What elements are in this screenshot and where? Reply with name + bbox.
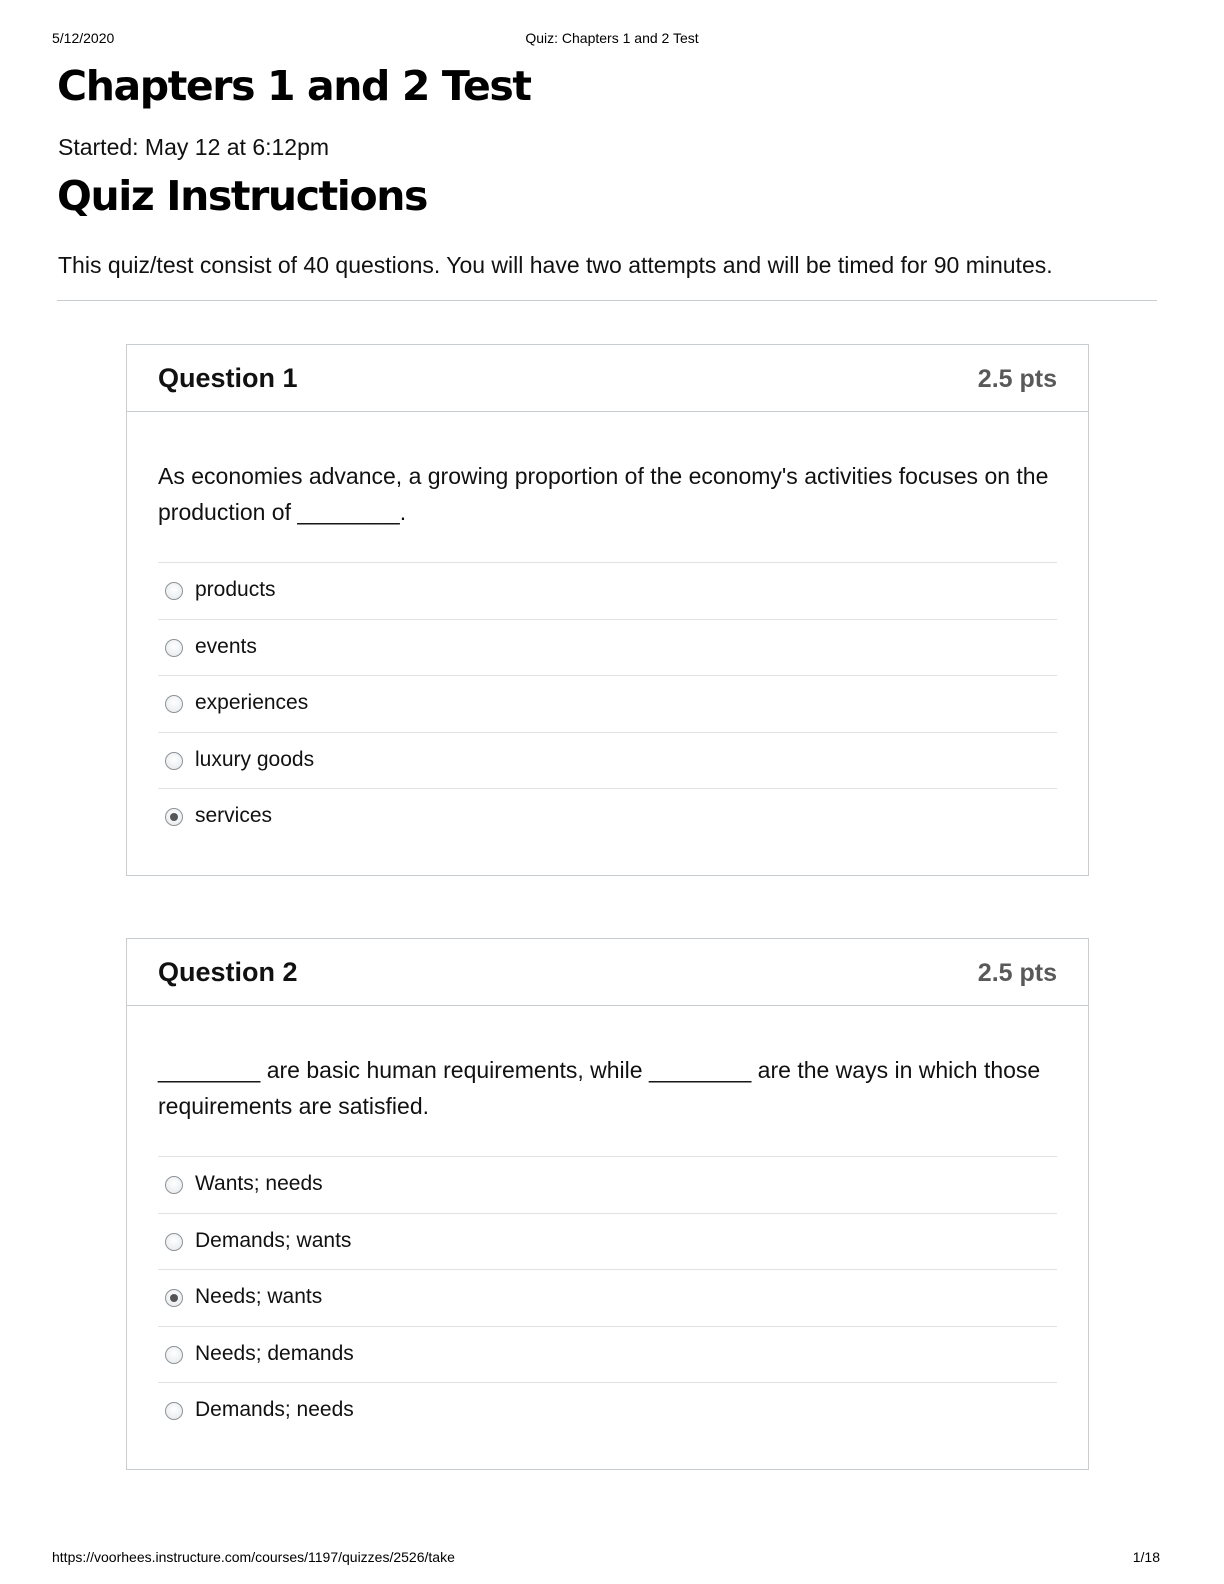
radio-button[interactable] bbox=[165, 1402, 183, 1420]
radio-button[interactable] bbox=[165, 752, 183, 770]
answer-label[interactable]: products bbox=[195, 578, 276, 601]
page-url: https://voorhees.instructure.com/courses/1197/quizzes/2526/take bbox=[52, 1549, 455, 1565]
print-date: 5/12/2020 bbox=[52, 30, 115, 46]
radio-button[interactable] bbox=[165, 1176, 183, 1194]
divider bbox=[57, 300, 1157, 301]
question-text: As economies advance, a growing proportion of the economy's activities focuses on the production of ________. bbox=[158, 463, 1049, 525]
answer-option[interactable] bbox=[158, 676, 1057, 733]
answer-label[interactable]: luxury goods bbox=[195, 747, 315, 771]
question-body bbox=[127, 412, 1088, 846]
print-title: Quiz: Chapters 1 and 2 Test bbox=[525, 30, 699, 46]
answer-label[interactable]: Wants; needs bbox=[195, 1172, 323, 1195]
answer-option[interactable] bbox=[158, 563, 1057, 620]
answer-option[interactable] bbox=[158, 733, 1057, 790]
question-text: ________ are basic human requirements, while ________ are the ways in which those requirements are satisfied. bbox=[158, 1057, 1041, 1119]
started-time: Started: May 12 at 6:12pm bbox=[58, 134, 330, 160]
radio-button[interactable] bbox=[165, 1346, 183, 1364]
print-header bbox=[52, 30, 1172, 48]
question-body bbox=[127, 1006, 1088, 1440]
radio-button[interactable] bbox=[165, 639, 183, 657]
answer-option[interactable] bbox=[158, 1270, 1057, 1327]
question-points: 2.5 pts bbox=[977, 365, 1057, 393]
answer-label[interactable]: Needs; wants bbox=[195, 1285, 323, 1308]
question-card-1 bbox=[126, 344, 1089, 876]
answer-label[interactable]: Needs; demands bbox=[195, 1341, 354, 1365]
radio-button[interactable] bbox=[165, 1233, 183, 1251]
answer-label[interactable]: services bbox=[195, 804, 273, 827]
page-number: 1/18 bbox=[1132, 1549, 1160, 1565]
quiz-title: Chapters 1 and 2 Test bbox=[57, 62, 531, 110]
print-footer bbox=[52, 1549, 1160, 1567]
answer-list bbox=[158, 562, 1057, 846]
question-header bbox=[127, 939, 1088, 1006]
radio-button[interactable] bbox=[165, 582, 183, 600]
question-points: 2.5 pts bbox=[977, 959, 1057, 987]
answer-option[interactable] bbox=[158, 1214, 1057, 1271]
answer-label[interactable]: Demands; wants bbox=[195, 1228, 352, 1252]
answer-option[interactable] bbox=[158, 789, 1057, 846]
radio-button[interactable] bbox=[165, 695, 183, 713]
answer-option[interactable] bbox=[158, 620, 1057, 677]
answer-label[interactable]: Demands; needs bbox=[195, 1398, 354, 1421]
question-title: Question 2 bbox=[158, 957, 298, 987]
answer-label[interactable]: events bbox=[195, 634, 257, 658]
answer-label[interactable]: experiences bbox=[195, 691, 309, 714]
answer-option[interactable] bbox=[158, 1157, 1057, 1214]
answer-list bbox=[158, 1156, 1057, 1440]
radio-button[interactable] bbox=[165, 1289, 183, 1307]
answer-option[interactable] bbox=[158, 1383, 1057, 1440]
question-header bbox=[127, 345, 1088, 412]
instructions-text: This quiz/test consist of 40 questions. You will have two attempts and will be timed for 90 minutes. bbox=[58, 252, 1053, 278]
question-title: Question 1 bbox=[158, 363, 298, 393]
question-card-2 bbox=[126, 938, 1089, 1470]
instructions-heading: Quiz Instructions bbox=[57, 172, 428, 220]
radio-button[interactable] bbox=[165, 808, 183, 826]
answer-option[interactable] bbox=[158, 1327, 1057, 1384]
